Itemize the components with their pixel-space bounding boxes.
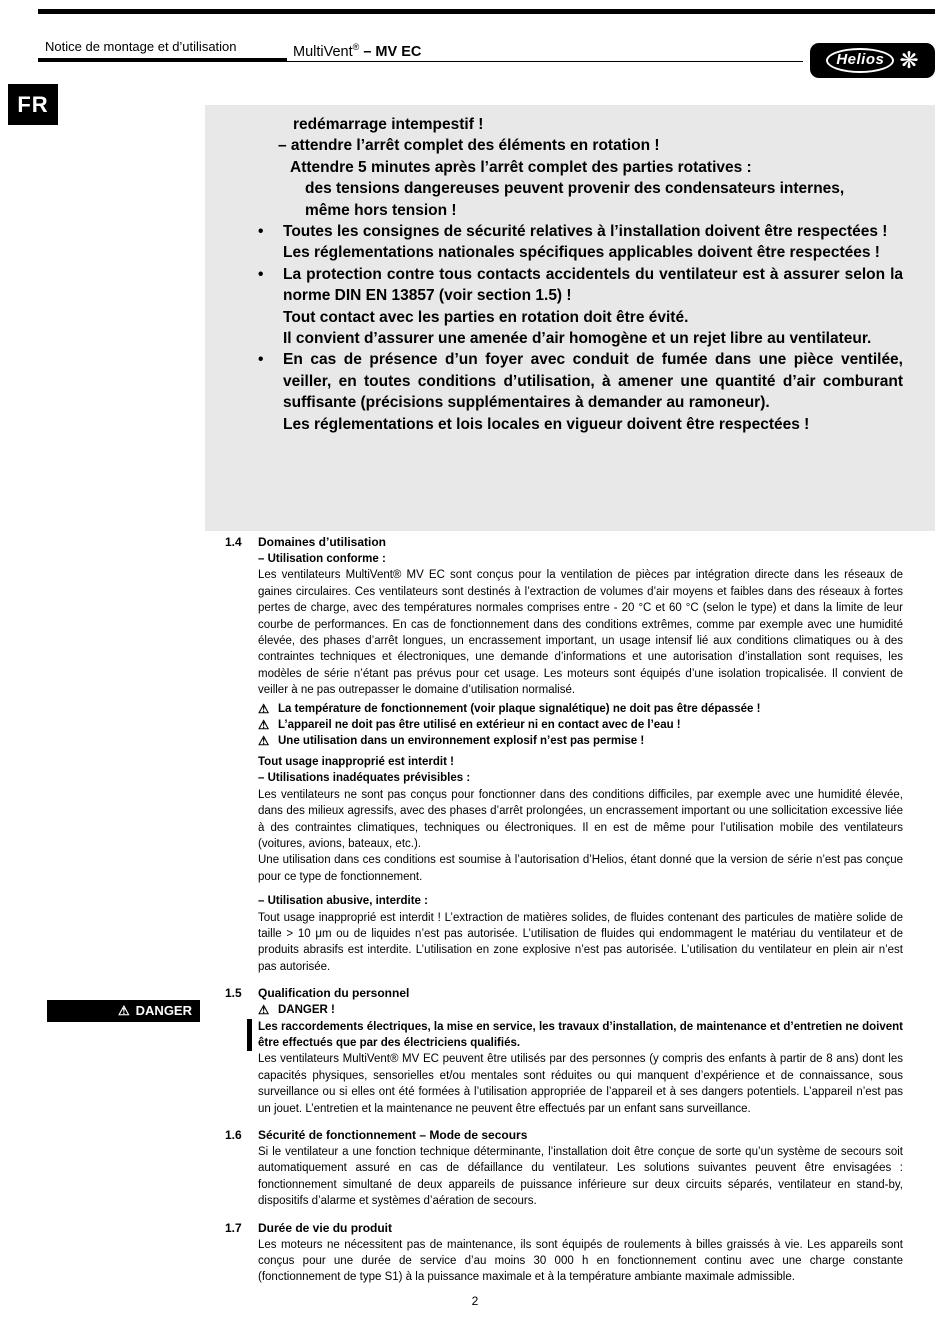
warning-icon: ⚠: [258, 734, 270, 749]
section-number: 1.7: [225, 1220, 242, 1235]
helios-logo: [810, 43, 935, 78]
warning-line: [258, 701, 903, 717]
section-1-5: [118, 985, 903, 1117]
warning-icon: ⚠: [258, 718, 270, 733]
body-paragraph: Une utilisation dans ces conditions est soumise à l’autorisation d’Helios, étant donné que la version de série n’est pas conçue pour ce type de fonctionnement.: [258, 854, 903, 883]
bullet-icon: •: [258, 351, 264, 369]
section-1-4: [225, 534, 903, 975]
section-title: Sécurité de fonctionnement – Mode de secours: [258, 1128, 528, 1142]
subsection-heading: – Utilisation abusive, interdite :: [258, 895, 428, 908]
section-number: 1.5: [225, 986, 242, 1001]
section-title: Durée de vie du produit: [258, 1220, 393, 1235]
section-number: 1.6: [225, 1128, 242, 1142]
safety-text: Les réglementations nationales spécifiques applicables doivent être respectées !: [283, 244, 880, 262]
safety-text: Les réglementations et lois locales en vigueur doivent être respectées !: [283, 415, 810, 433]
safety-text: En cas de présence d’un foyer avec conduit de fumée dans une pièce ventilée, veiller, en toutes conditions d’utilisation, à amener une quantité d’air comburant suffisante (précisions supplémentaires à demander au ramoneur).: [283, 351, 903, 412]
danger-margin-badge: [47, 1000, 200, 1022]
subsection-heading: – Utilisation conforme :: [258, 553, 386, 565]
safety-text: Toutes les consignes de sécurité relatives à l’installation doivent être respectées !: [283, 223, 888, 241]
danger-heading-row: [118, 1002, 903, 1018]
subsection-heading: – Utilisations inadéquates prévisibles :: [258, 772, 471, 785]
product-title: [293, 42, 421, 60]
body-paragraph: Tout usage inapproprié est interdit ! L’extraction de matières solides, de fluides contenant des particules de matière solide de taille > 10 μm ou de liquides n’est pas autorisée. L’utilisation de fluides qui endommagent le matériau du ventilateur et de produits abrasifs est interdite. L’utilisation en zone explosive n’est pas autorisée. L’utilisation du ventilateur en plein air n’est pas autorisée.: [258, 911, 903, 973]
language-tag-fr: FR: [8, 84, 58, 125]
registered-mark: ®: [352, 42, 360, 52]
warning-line: [258, 733, 903, 749]
section-title: Qualification du personnel: [258, 986, 410, 1001]
body-paragraph: Les ventilateurs MultiVent® MV EC peuvent être utilisés par des personnes (y compris des enfants à partir de 8 ans) dont les capacités physiques, sensorielles et/ou mentales sont réduites ou qui manquent d’expérience et de connaissance, sous surveillance ou si elles ont été formées à l’utilisation appropriée de l’appareil et à ses dangers potentiels. L’appareil n’est pas un jouet. L’entretien et la maintenance ne peuvent être effectués par un enfant sans surveillance.: [258, 1053, 903, 1115]
header-rule-thick: [38, 58, 287, 62]
logo-wordmark: Helios: [836, 51, 885, 68]
safety-line: redémarrage intempestif !: [293, 116, 484, 133]
safety-bullet-item: [258, 264, 903, 350]
safety-bullet-item: [258, 349, 903, 435]
safety-warning-box: [205, 105, 935, 531]
warning-text: L’appareil ne doit pas être utilisé en extérieur ni en contact avec de l’eau !: [278, 719, 681, 732]
bullet-icon: •: [258, 265, 264, 283]
safety-text: La protection contre tous contacts accidentels du ventilateur est à assurer selon la norme DIN EN 13857 (voir section 1.5) !: [283, 265, 903, 305]
danger-heading: DANGER !: [278, 1004, 335, 1017]
header-rule-thin: [287, 61, 803, 62]
section-title: Domaines d’utilisation: [258, 535, 387, 549]
safety-text: Il convient d’assurer une amenée d’air homogène et un rejet libre au ventilateur.: [283, 330, 872, 348]
fan-icon: ❋: [899, 47, 919, 73]
warning-text: Une utilisation dans un environnement explosif n’est pas permise !: [278, 735, 645, 748]
body-paragraph: Les moteurs ne nécessitent pas de maintenance, ils sont équipés de roulements à billes graissés à vie. Les appareils sont conçus pour une durée de service d’au moins 30 000 h en fonctionnement continu avec une charge constante (fonctionnement de type S1) à la puissance maximale et à la température ambiante maximale admissible.: [258, 1238, 903, 1284]
danger-statement: Les raccordements électriques, la mise en service, les travaux d’installation, de maintenance et d’entretien ne doivent être effectués que par des électriciens qualifiés.: [247, 1019, 903, 1052]
warning-line: [258, 717, 903, 733]
top-rule: [38, 9, 935, 14]
body-paragraph: Si le ventilateur a une fonction technique déterminante, l’installation doit être conçue de sorte qu’un système de secours soit automatiquement assuré en cas de défaillance du ventilateur. Les solutions suivantes peuvent être envisagées : fonctionnement simultané de deux appareils de puissance inférieure sur deux circuits séparés, ventilateur en stand-by, dispositifs d’alarme et systèmes d’aération de secours.: [258, 1146, 903, 1208]
safety-line: Attendre 5 minutes après l’arrêt complet des parties rotatives :: [290, 158, 752, 176]
warning-icon: ⚠: [118, 1002, 130, 1018]
safety-line: des tensions dangereuses peuvent provenir des condensateurs internes, même hors tension !: [305, 180, 845, 219]
bold-statement: Tout usage inapproprié est interdit !: [258, 755, 454, 768]
danger-badge-label: DANGER: [135, 1002, 192, 1018]
body-paragraph: Les ventilateurs ne sont pas conçus pour fonctionner dans des conditions difficiles, par exemple avec une humidité élevée, dans des milieux agressifs, avec des phases d’arrêt prolongées, un encrassement important ou une sollicitation excessive liée à des contraintes climatiques, techniques ou électroniques. Il en est de même pour l’utilisation mobile des ventilateurs (voitures, avions, bateaux, etc.).: [258, 788, 903, 850]
warning-icon: ⚠: [258, 701, 270, 716]
warning-icon: ⚠: [258, 1003, 270, 1018]
body-paragraph: Les ventilateurs MultiVent® MV EC sont conçus pour la ventilation de pièces par intégration directe dans les réseaux de gaines circulaires. Ces ventilateurs sont destinés à l’extraction de volumes d’air moyens et faibles dans des réseaux à fortes pertes de charge, avec des températures normales comprises entre - 20 °C et 60 °C (selon le type) et dans la limite de leur courbe de performances. En cas de fonctionnement dans des conditions extrêmes, comme par exemple avec une humidité élevée, des phases d’arrêt longues, un encrassement important, un usage intensif lié aux conditions climatiques ou à des contraintes techniques et électroniques, une demande d’informations et une autorisation d’installation sont requises, les modèles de série n’étant pas prévus pour cet usage. Les moteurs sont équipés d’une isolation tropicalisée. Il convient de veiller à ne pas outrepasser le domaine d’utilisation normalisé.: [258, 569, 903, 697]
safety-bullet-item: [258, 221, 903, 264]
product-model: – MV EC: [359, 43, 422, 60]
bullet-icon: •: [258, 223, 264, 241]
safety-text: Tout contact avec les parties en rotation doit être évité.: [283, 308, 689, 326]
section-1-6: [225, 1127, 903, 1210]
product-name: MultiVent: [293, 43, 353, 60]
logo-ellipse: [826, 48, 894, 73]
section-number: 1.4: [225, 535, 242, 549]
doc-type-label: Notice de montage et d’utilisation: [45, 39, 237, 54]
page-number: 2: [471, 1294, 479, 1308]
warning-text: La température de fonctionnement (voir plaque signalétique) ne doit pas être dépassée !: [278, 702, 761, 715]
main-content: [118, 534, 903, 1296]
safety-line: – attendre l’arrêt complet des éléments en rotation !: [278, 137, 660, 155]
section-1-7: [225, 1220, 903, 1286]
